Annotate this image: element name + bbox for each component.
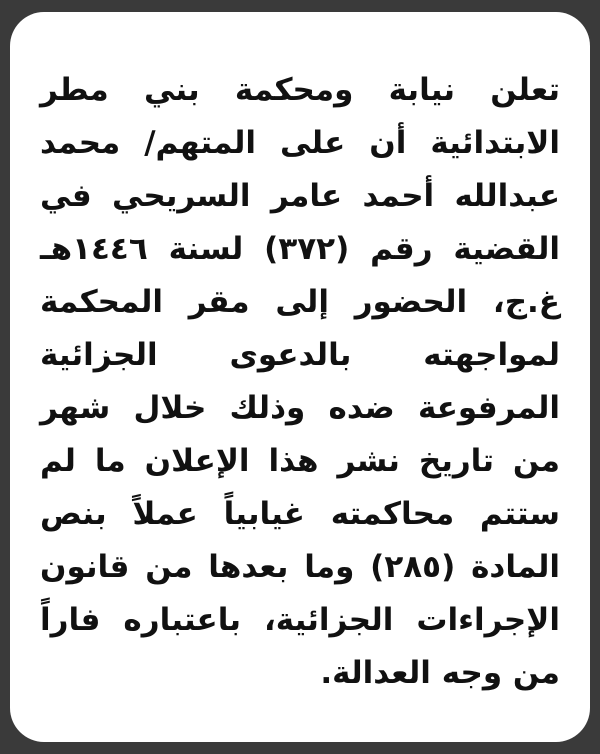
notice-line-6: لمواجهته بالدعوى الجزائية [40, 337, 560, 373]
notice-card [10, 12, 590, 742]
notice-line-3: عبدالله أحمد عامر السريحي في [40, 178, 560, 214]
notice-line-7: المرفوعة ضده وذلك خلال شهر [40, 390, 560, 426]
notice-line-1: تعلن نيابة ومحكمة بني مطر [40, 72, 560, 108]
notice-line-10: المادة (٢٨٥) وما بعدها من قانون [40, 549, 561, 585]
notice-line-4: القضية رقم (٣٧٢) لسنة ١٤٤٦هـ [40, 231, 560, 267]
notice-line-11: الإجراءات الجزائية، باعتباره فاراً [40, 602, 560, 638]
notice-line-5: غ.ج، الحضور إلى مقر المحكمة [40, 284, 560, 320]
notice-text [40, 64, 560, 700]
notice-line-12: من وجه العدالة. [320, 655, 560, 691]
notice-line-2: الابتدائية أن على المتهم/ محمد [40, 125, 560, 161]
notice-line-8: من تاريخ نشر هذا الإعلان ما لم [40, 443, 560, 479]
notice-line-9: ستتم محاكمته غيابياً عملاً بنص [40, 496, 560, 532]
